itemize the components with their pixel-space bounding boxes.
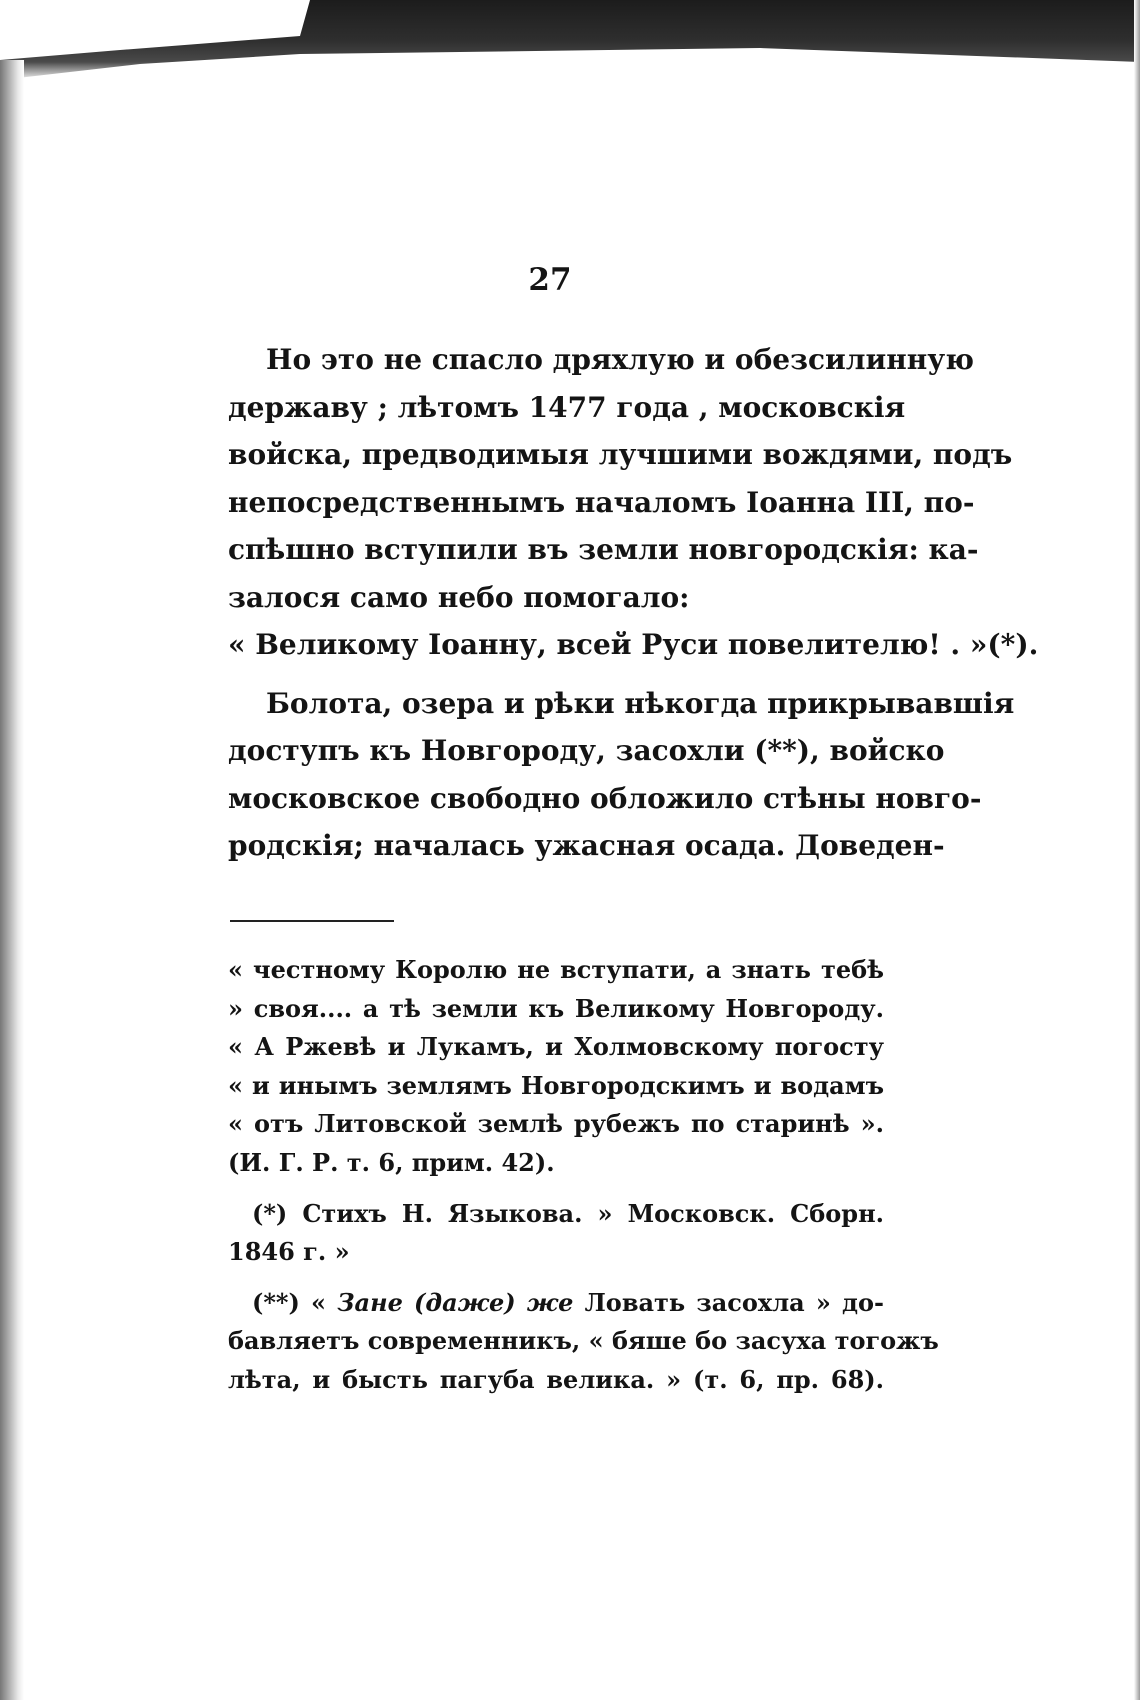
footnote-line: « отъ Литовской землѣ рубежъ по старинѣ ». — [228, 1109, 884, 1139]
scan-left-edge — [0, 60, 24, 1700]
scan-top-shadow — [0, 0, 1140, 80]
footnote-line: бавляетъ современникъ, « бяше бо засуха тогожъ — [228, 1326, 939, 1356]
footnote-line: (И. Г. Р. т. 6, прим. 42). — [228, 1147, 555, 1177]
footnote-marker: (**) « — [252, 1287, 327, 1317]
footnote-line: 1846 г. » — [228, 1237, 350, 1267]
footnote-line: « А Ржевѣ и Лукамъ, и Холмовскому погосту — [228, 1032, 884, 1062]
text-line: Но это не спасло дряхлую и обезсилинную — [266, 343, 974, 376]
footnote-line — [228, 1284, 884, 1323]
text-line: залося само небо помогало: — [228, 580, 690, 614]
main-text — [228, 336, 1039, 870]
text-line: непосредственнымъ началомъ Іоанна III, по- — [228, 485, 975, 519]
footnote-line: « и инымъ землямъ Новгородскимъ и водамъ — [228, 1070, 884, 1100]
text-line: доступъ къ Новгороду, засохли (**), войско — [228, 734, 945, 767]
text-line: державу ; лѣтомъ 1477 года , московскія — [228, 390, 906, 424]
scan-right-edge — [1134, 0, 1140, 1700]
text-line: Болота, озера и рѣки нѣкогда прикрывавшія — [266, 686, 1015, 720]
text-line: войска, предводимыя лучшими вождями, подъ — [228, 438, 1013, 471]
footnote-line: лѣта, и бысть пагуба велика. » (т. 6, пр. 68). — [228, 1364, 884, 1394]
footnote-line: » своя.... а тѣ земли къ Великому Новгороду. — [228, 993, 884, 1023]
page-number: 27 — [528, 262, 572, 298]
text-line: родскія; началась ужасная осада. Доведен- — [228, 829, 945, 862]
text-line: московское свободно обложило стѣны новго- — [228, 781, 982, 815]
text-line: « Великому Іоанну, всей Руси повелителю! . »(*). — [228, 628, 1039, 661]
footnote-italic-quote: Зане (даже) же — [337, 1287, 574, 1317]
footnote-line: (*) Стихъ Н. Языкова. » Московск. Сборн. — [252, 1198, 884, 1228]
footnote-line: « честному Королю не вступати, а знать тебѣ — [228, 955, 884, 984]
footnote-text: Ловать засохла » до- — [573, 1287, 885, 1317]
text-line: спѣшно вступили въ земли новгородскія: ка- — [228, 533, 979, 566]
footnote-separator — [230, 920, 394, 922]
footnotes — [228, 951, 939, 1400]
